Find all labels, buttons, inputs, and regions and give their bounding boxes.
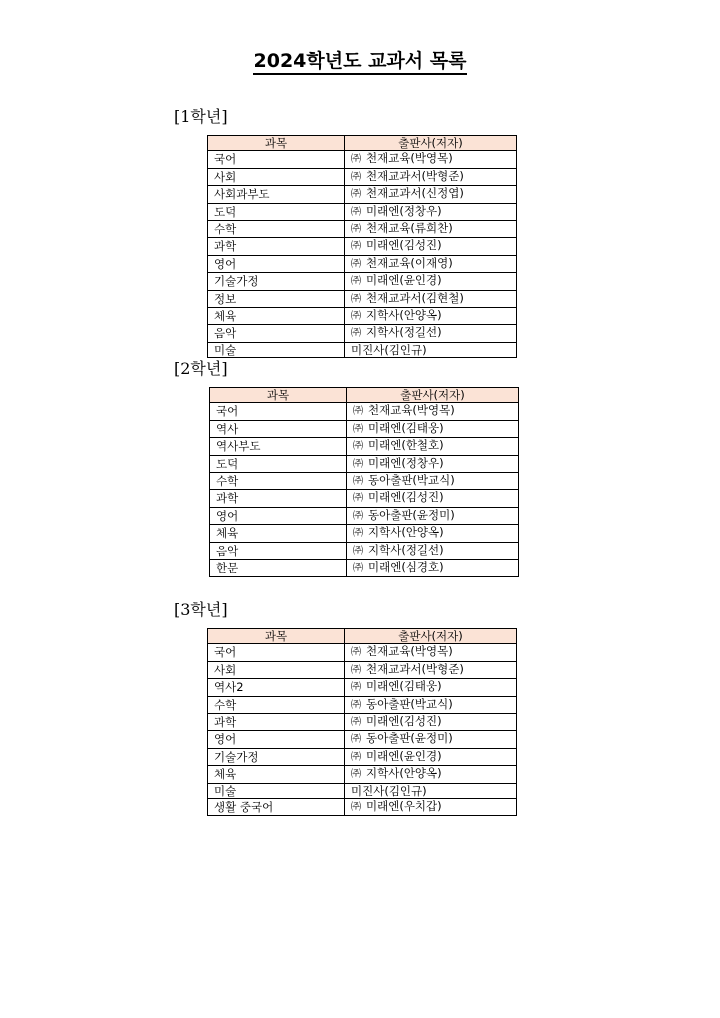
publisher-text: 미래엔(김태웅) — [366, 679, 442, 694]
corporation-mark: ㈜ — [351, 769, 361, 781]
table-row — [208, 308, 517, 325]
publisher-cell — [345, 255, 517, 272]
corporation-mark: ㈜ — [351, 154, 361, 166]
page-title-text: 2024학년도 교과서 목록 — [253, 50, 468, 75]
grade-2-heading: [2학년] — [174, 359, 228, 378]
subject-header: 과목 — [210, 388, 347, 403]
subject-header: 과목 — [208, 136, 345, 151]
publisher-cell — [347, 455, 519, 472]
publisher-cell — [347, 438, 519, 455]
subject-cell: 과학 — [208, 714, 345, 731]
publisher-text: 천재교과서(김현철) — [366, 290, 464, 305]
subject-cell: 국어 — [210, 403, 347, 420]
publisher-cell — [345, 186, 517, 203]
publisher-header: 출판사(저자) — [345, 136, 517, 151]
publisher-text: 지학사(안양옥) — [366, 308, 442, 323]
subject-cell: 역사 — [210, 420, 347, 437]
publisher-cell — [345, 151, 517, 168]
publisher-header: 출판사(저자) — [345, 629, 517, 644]
subject-cell: 사회 — [208, 661, 345, 678]
grade-3-heading: [3학년] — [174, 600, 228, 619]
publisher-text: 지학사(안양옥) — [368, 525, 444, 540]
corporation-mark: ㈜ — [353, 528, 363, 540]
publisher-text: 동아출판(윤정미) — [366, 731, 453, 746]
grade-1-table — [207, 135, 517, 358]
subject-cell: 역사2 — [208, 679, 345, 696]
publisher-cell — [345, 766, 517, 783]
corporation-mark: ㈜ — [353, 510, 363, 522]
table-row — [210, 438, 519, 455]
page-title — [0, 46, 720, 73]
subject-cell: 국어 — [208, 151, 345, 168]
corporation-mark: ㈜ — [351, 189, 361, 201]
grade-3-table — [207, 628, 517, 816]
publisher-text: 미진사(김인규) — [351, 342, 427, 357]
corporation-mark: ㈜ — [351, 717, 361, 729]
corporation-mark: ㈜ — [351, 293, 361, 305]
table-row — [210, 542, 519, 559]
publisher-cell — [347, 507, 519, 524]
corporation-mark: ㈜ — [351, 328, 361, 340]
publisher-cell — [347, 403, 519, 420]
publisher-text: 천재교육(박영목) — [366, 644, 453, 659]
publisher-cell — [345, 661, 517, 678]
table-row — [208, 151, 517, 168]
publisher-cell — [345, 342, 517, 357]
publisher-cell — [347, 525, 519, 542]
publisher-text: 천재교육(이재영) — [366, 255, 453, 270]
corporation-mark: ㈜ — [353, 476, 363, 488]
publisher-text: 미래엔(한철호) — [368, 438, 444, 453]
table-row — [208, 731, 517, 748]
table-row — [208, 661, 517, 678]
table-row — [208, 186, 517, 203]
corporation-mark: ㈜ — [351, 241, 361, 253]
subject-cell: 과학 — [210, 490, 347, 507]
corporation-mark: ㈜ — [353, 406, 363, 418]
corporation-mark: ㈜ — [351, 734, 361, 746]
publisher-cell — [345, 168, 517, 185]
subject-cell: 도덕 — [208, 203, 345, 220]
corporation-mark: ㈜ — [351, 751, 361, 763]
table-row — [210, 403, 519, 420]
publisher-text: 천재교육(박영목) — [368, 403, 455, 418]
corporation-mark: ㈜ — [353, 563, 363, 575]
grade-2-table — [209, 387, 519, 577]
table-row — [208, 203, 517, 220]
subject-cell: 역사부도 — [210, 438, 347, 455]
publisher-text: 천재교육(박영목) — [366, 151, 453, 166]
publisher-text: 미래엔(정창우) — [366, 203, 442, 218]
publisher-cell — [345, 238, 517, 255]
subject-cell: 영어 — [210, 507, 347, 524]
subject-cell: 체육 — [208, 308, 345, 325]
subject-cell: 영어 — [208, 255, 345, 272]
table-row — [208, 783, 517, 798]
subject-cell: 과학 — [208, 238, 345, 255]
publisher-text: 미래엔(정창우) — [368, 455, 444, 470]
table-row — [208, 221, 517, 238]
publisher-cell — [347, 420, 519, 437]
subject-cell: 한문 — [210, 560, 347, 577]
table-header-row — [208, 629, 517, 644]
publisher-cell — [345, 325, 517, 342]
corporation-mark: ㈜ — [351, 276, 361, 288]
subject-cell: 체육 — [210, 525, 347, 542]
publisher-cell — [345, 308, 517, 325]
table-row — [208, 168, 517, 185]
publisher-text: 동아출판(박교식) — [368, 473, 455, 488]
subject-cell: 수학 — [210, 473, 347, 490]
publisher-cell — [345, 203, 517, 220]
corporation-mark: ㈜ — [351, 682, 361, 694]
publisher-cell — [347, 473, 519, 490]
corporation-mark: ㈜ — [353, 423, 363, 435]
publisher-cell — [347, 560, 519, 577]
corporation-mark: ㈜ — [351, 802, 361, 814]
table-row — [208, 696, 517, 713]
subject-cell: 영어 — [208, 731, 345, 748]
table-row — [208, 255, 517, 272]
corporation-mark: ㈜ — [351, 171, 361, 183]
publisher-cell — [345, 799, 517, 816]
publisher-cell — [345, 221, 517, 238]
table-row — [210, 560, 519, 577]
corporation-mark: ㈜ — [351, 224, 361, 236]
corporation-mark: ㈜ — [353, 441, 363, 453]
subject-cell: 기술가정 — [208, 748, 345, 765]
publisher-cell — [347, 490, 519, 507]
publisher-text: 천재교과서(신정엽) — [366, 186, 464, 201]
corporation-mark: ㈜ — [351, 664, 361, 676]
publisher-cell — [345, 644, 517, 661]
table-row — [208, 679, 517, 696]
publisher-text: 지학사(정길선) — [368, 542, 444, 557]
publisher-cell — [345, 679, 517, 696]
table-header-row — [210, 388, 519, 403]
publisher-cell — [345, 748, 517, 765]
corporation-mark: ㈜ — [351, 647, 361, 659]
publisher-text: 미래엔(심경호) — [368, 560, 444, 575]
table-row — [208, 748, 517, 765]
publisher-text: 미래엔(김성진) — [366, 714, 442, 729]
corporation-mark: ㈜ — [351, 311, 361, 323]
table-row — [208, 766, 517, 783]
corporation-mark: ㈜ — [351, 699, 361, 711]
subject-cell: 미술 — [208, 342, 345, 357]
subject-cell: 음악 — [208, 325, 345, 342]
table-row — [208, 238, 517, 255]
publisher-text: 동아출판(윤정미) — [368, 507, 455, 522]
table-row — [208, 273, 517, 290]
subject-cell: 수학 — [208, 696, 345, 713]
corporation-mark: ㈜ — [351, 206, 361, 218]
corporation-mark: ㈜ — [353, 545, 363, 557]
publisher-text: 천재교과서(박형준) — [366, 661, 464, 676]
publisher-text: 미래엔(우치갑) — [366, 799, 442, 814]
publisher-text: 천재교육(류희찬) — [366, 221, 453, 236]
subject-cell: 음악 — [210, 542, 347, 559]
publisher-text: 지학사(안양옥) — [366, 766, 442, 781]
subject-cell: 체육 — [208, 766, 345, 783]
publisher-text: 천재교과서(박형준) — [366, 168, 464, 183]
corporation-mark: ㈜ — [353, 493, 363, 505]
table-row — [210, 455, 519, 472]
subject-cell: 수학 — [208, 221, 345, 238]
publisher-cell — [345, 783, 517, 798]
publisher-cell — [345, 696, 517, 713]
subject-cell: 미술 — [208, 783, 345, 798]
table-row — [210, 507, 519, 524]
corporation-mark: ㈜ — [353, 458, 363, 470]
subject-cell: 기술가정 — [208, 273, 345, 290]
subject-cell: 생활 중국어 — [208, 799, 345, 816]
subject-cell: 사회 — [208, 168, 345, 185]
table-row — [210, 490, 519, 507]
table-row — [210, 525, 519, 542]
publisher-cell — [345, 290, 517, 307]
table-header-row — [208, 136, 517, 151]
table-row — [208, 290, 517, 307]
table-row — [210, 473, 519, 490]
publisher-text: 미래엔(김성진) — [368, 490, 444, 505]
publisher-text: 지학사(정길선) — [366, 325, 442, 340]
corporation-mark: ㈜ — [351, 258, 361, 270]
table-row — [208, 799, 517, 816]
grade-1-heading: [1학년] — [174, 107, 228, 126]
table-row — [210, 420, 519, 437]
publisher-text: 동아출판(박교식) — [366, 696, 453, 711]
publisher-cell — [345, 273, 517, 290]
subject-header: 과목 — [208, 629, 345, 644]
publisher-text: 미래엔(윤인경) — [366, 748, 442, 763]
table-row — [208, 342, 517, 357]
table-row — [208, 714, 517, 731]
publisher-cell — [347, 542, 519, 559]
publisher-text: 미래엔(김태웅) — [368, 420, 444, 435]
table-row — [208, 325, 517, 342]
publisher-text: 미래엔(김성진) — [366, 238, 442, 253]
subject-cell: 도덕 — [210, 455, 347, 472]
publisher-cell — [345, 731, 517, 748]
subject-cell: 사회과부도 — [208, 186, 345, 203]
table-row — [208, 644, 517, 661]
publisher-cell — [345, 714, 517, 731]
publisher-text: 미진사(김인규) — [351, 783, 427, 798]
publisher-header: 출판사(저자) — [347, 388, 519, 403]
subject-cell: 국어 — [208, 644, 345, 661]
publisher-text: 미래엔(윤인경) — [366, 273, 442, 288]
subject-cell: 정보 — [208, 290, 345, 307]
